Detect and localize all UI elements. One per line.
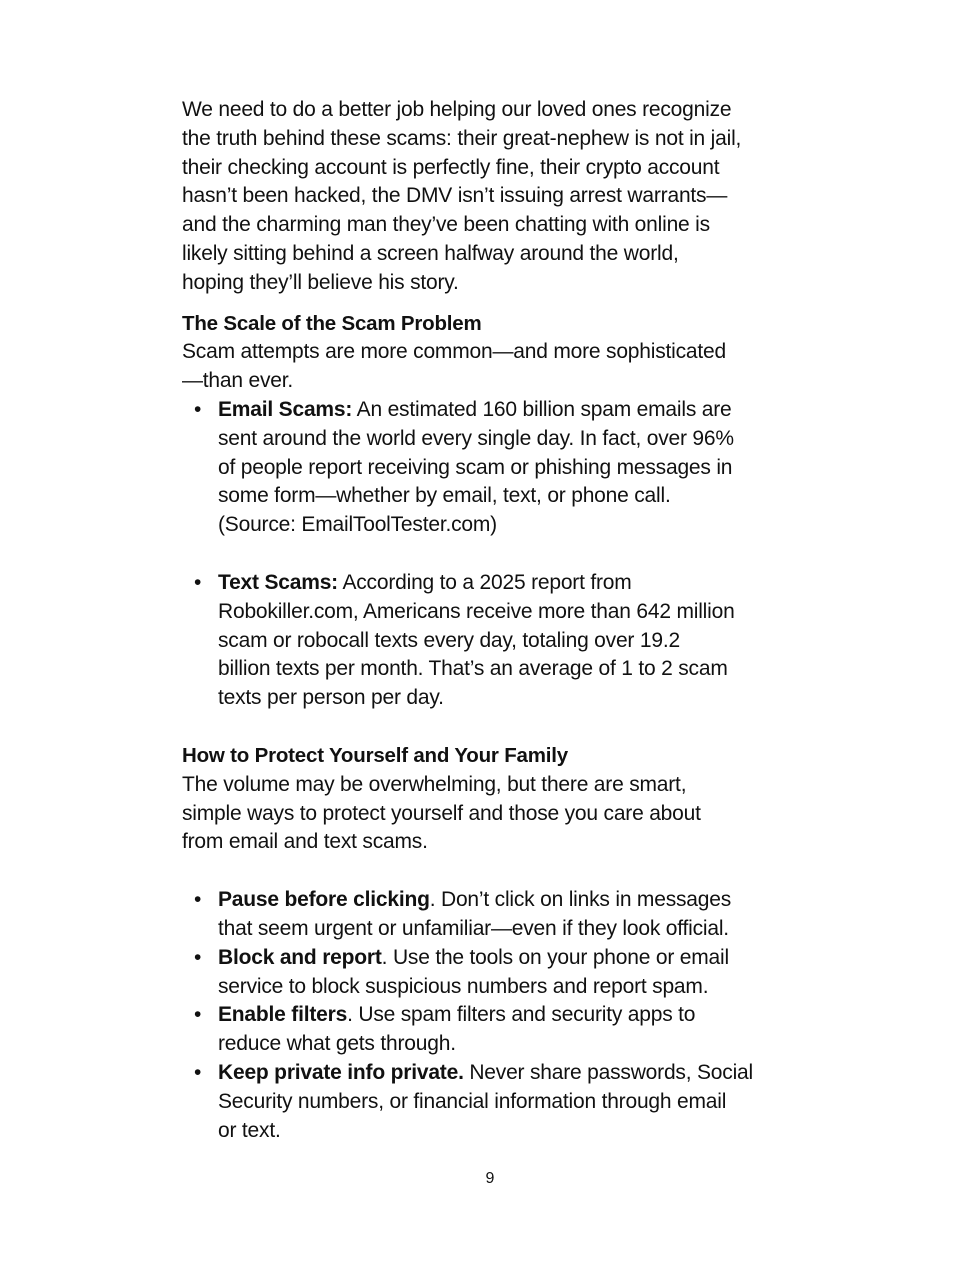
- list-item-block-and-report: [182, 944, 822, 1002]
- text-line: some form—whether by email, text, or phone call.: [218, 484, 671, 508]
- bullet-icon: •: [194, 888, 202, 912]
- item-label: Enable filters: [218, 1003, 348, 1027]
- intro-paragraph: [182, 96, 822, 298]
- text-line: hasn’t been hacked, the DMV isn’t issuing arrest warrants—: [182, 184, 728, 208]
- text-line: hoping they’ll believe his story.: [182, 270, 459, 294]
- scale-section: [182, 310, 822, 713]
- text-line: (Source: EmailToolTester.com): [218, 513, 497, 537]
- text-line: texts per person per day.: [218, 686, 444, 710]
- section-heading: How to Protect Yourself and Your Family: [182, 743, 568, 767]
- text-line: The volume may be overwhelming, but there are smart,: [182, 772, 687, 796]
- item-label: Block and report: [218, 945, 382, 969]
- list-item-pause-before-clicking: [182, 886, 822, 944]
- text-line: Robokiller.com, Americans receive more than 642 million: [218, 599, 735, 623]
- item-text: . Use spam filters and security apps to: [347, 1003, 696, 1027]
- text-line: the truth behind these scams: their great-nephew is not in jail,: [182, 126, 742, 150]
- item-text: . Don’t click on links in messages: [429, 888, 732, 912]
- item-label: Text Scams:: [218, 570, 338, 594]
- protect-bullet-list: [182, 886, 822, 1145]
- text-line: sent around the world every single day. In fact, over 96%: [218, 426, 734, 450]
- bullet-icon: •: [194, 945, 202, 969]
- item-label: Keep private info private.: [218, 1060, 464, 1084]
- list-item-text-scams: [182, 569, 822, 713]
- scale-bullet-list: [182, 396, 822, 713]
- text-line: service to block suspicious numbers and report spam.: [218, 974, 709, 998]
- text-line: that seem urgent or unfamiliar—even if they look official.: [218, 916, 729, 940]
- text-line: or text.: [218, 1118, 281, 1142]
- text-line: Security numbers, or financial information through email: [218, 1089, 727, 1113]
- text-line: and the charming man they’ve been chatting with online is: [182, 213, 710, 237]
- protect-section: [182, 742, 822, 1145]
- text-line: Scam attempts are more common—and more sophisticated: [182, 340, 726, 364]
- text-line: their checking account is perfectly fine, their crypto account: [182, 155, 720, 179]
- list-item-keep-private-info-private: [182, 1059, 822, 1145]
- list-item-email-scams: [182, 396, 822, 540]
- list-item-enable-filters: [182, 1001, 822, 1059]
- bullet-icon: •: [194, 1003, 202, 1027]
- document-page: [182, 96, 822, 1145]
- item-text: Never share passwords, Social: [463, 1060, 753, 1084]
- text-line: —than ever.: [182, 369, 294, 393]
- page-number: 9: [485, 1170, 495, 1187]
- section-heading: The Scale of the Scam Problem: [182, 311, 482, 335]
- text-line: from email and text scams.: [182, 830, 428, 854]
- text-line: billion texts per month. That’s an average of 1 to 2 scam: [218, 657, 728, 681]
- text-line: reduce what gets through.: [218, 1032, 456, 1056]
- item-text: . Use the tools on your phone or email: [381, 945, 729, 969]
- text-line: of people report receiving scam or phishing messages in: [218, 455, 733, 479]
- item-label: Email Scams:: [218, 397, 353, 421]
- item-text: According to a 2025 report from: [337, 570, 632, 594]
- bullet-icon: •: [194, 570, 202, 594]
- bullet-icon: •: [194, 397, 202, 421]
- item-text: An estimated 160 billion spam emails are: [352, 397, 732, 421]
- text-line: simple ways to protect yourself and those you care about: [182, 801, 701, 825]
- bullet-icon: •: [194, 1060, 202, 1084]
- item-label: Pause before clicking: [218, 888, 430, 912]
- text-line: We need to do a better job helping our loved ones recognize: [182, 98, 732, 121]
- text-line: likely sitting behind a screen halfway around the world,: [182, 241, 679, 265]
- text-line: scam or robocall texts every day, totaling over 19.2: [218, 628, 680, 652]
